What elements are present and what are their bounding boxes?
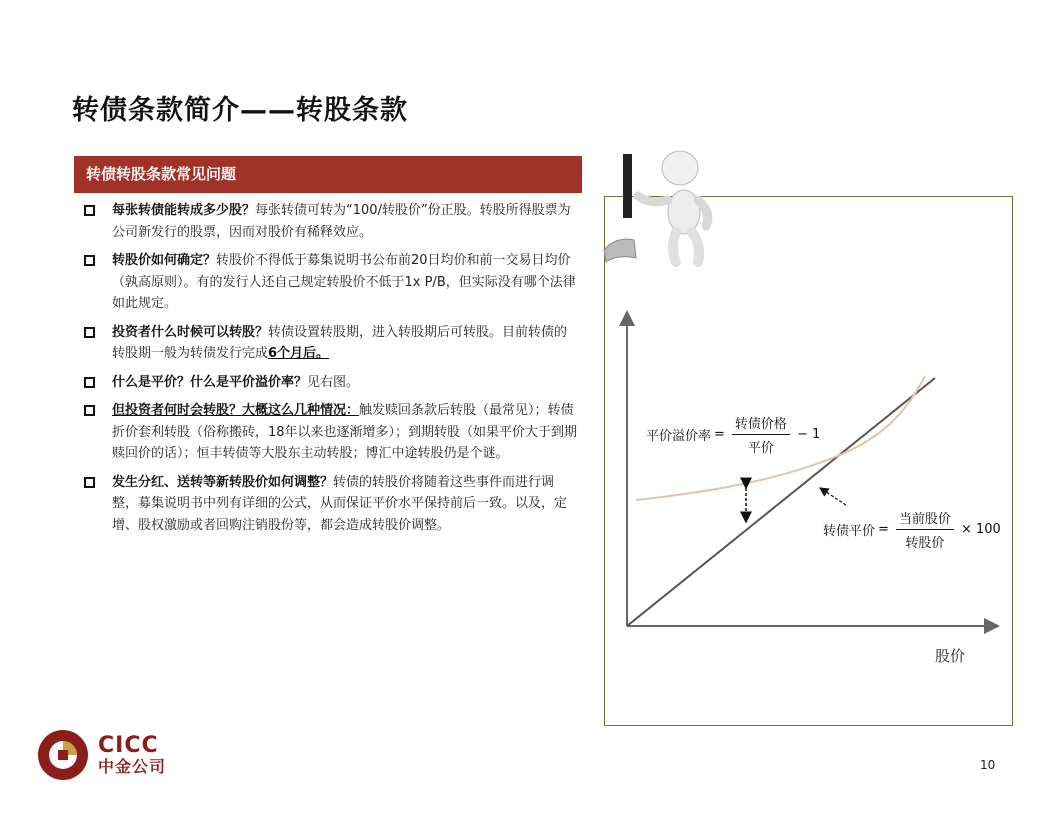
fraction-numerator: 当前股价 [896, 508, 954, 530]
parity-pointer [820, 488, 846, 505]
faq-highlight: 6个月后。 [268, 346, 330, 361]
parity-formula [823, 508, 1004, 551]
premium-rate-formula [646, 413, 823, 456]
fraction-denominator: 转股价 [905, 536, 945, 551]
figure-with-hammer-illustration [604, 151, 708, 262]
formula-lhs: 转债平价 [823, 524, 876, 539]
page-title: 转债条款简介——转股条款 [72, 95, 408, 126]
faq-question: 什么是平价？什么是平价溢价率？ [112, 374, 308, 390]
faq-answer: 每张转债可转为“100/转股价”份正股。转股所得股票为公司新发行的股票，因而对股价有稀释效应。 [112, 203, 571, 240]
faq-question: 转股价如何确定？ [112, 253, 217, 268]
formula-tail: × 100 [960, 522, 1001, 537]
fraction [896, 508, 954, 551]
fraction-denominator: 平价 [747, 441, 774, 456]
section-header: 转债转股条款常见问题 [74, 156, 582, 193]
faq-answer: 转债设置转股期，进入转股期后可转股。目前转债的转股期一般为转债发行完成 [112, 324, 568, 361]
fraction [732, 413, 790, 456]
faq-answer: 触发赎回条款后转股（最常见）；转债折价套利转股（俗称搬砖，18年以来也逐渐增多）；到期转股（如果平价大于到期赎回价的话）；恒丰转债等大股东主动转股；博汇中途转股仍是个谜。 [112, 403, 578, 461]
logo-cn: 中金公司 [98, 757, 167, 776]
page-number: 10 [980, 758, 996, 772]
logo-en: CICC [98, 733, 159, 758]
cicc-logo [36, 728, 166, 782]
faq-question: 投资者什么时候可以转股？ [112, 324, 269, 340]
formula-tail: − 1 [796, 427, 821, 442]
faq-answer: 转债的转股价将随着这些事件而进行调整，募集说明书中列有详细的公式，从而保证平价水平保持前后一致。以及，定增、股权激励或者回购注销股份等，都会造成转股价调整。 [112, 474, 568, 533]
faq-question: 发生分红、送转等新转股价如何调整？ [112, 474, 334, 490]
x-axis-label: 股价 [935, 647, 966, 665]
faq-answer: 见右图。 [307, 374, 360, 390]
equals-sign: = [878, 522, 889, 537]
cicc-emblem-icon [36, 728, 90, 782]
logo-text [98, 735, 166, 775]
faq-question: 每张转债能转成多少股？ [112, 203, 256, 218]
faq-answer: 转股价不得低于募集说明书公布前20日均价和前一交易日均价（孰高原则）。有的发行人还自己规定转股价不低于1x P/B，但实际没有哪个法律如此规定。 [112, 253, 576, 311]
faq-question: 但投资者何时会转股？大概这么几种情况： [112, 403, 360, 418]
fraction-numerator: 转债价格 [732, 413, 790, 435]
formula-lhs: 平价溢价率 [646, 429, 712, 444]
equals-sign: = [714, 427, 725, 442]
